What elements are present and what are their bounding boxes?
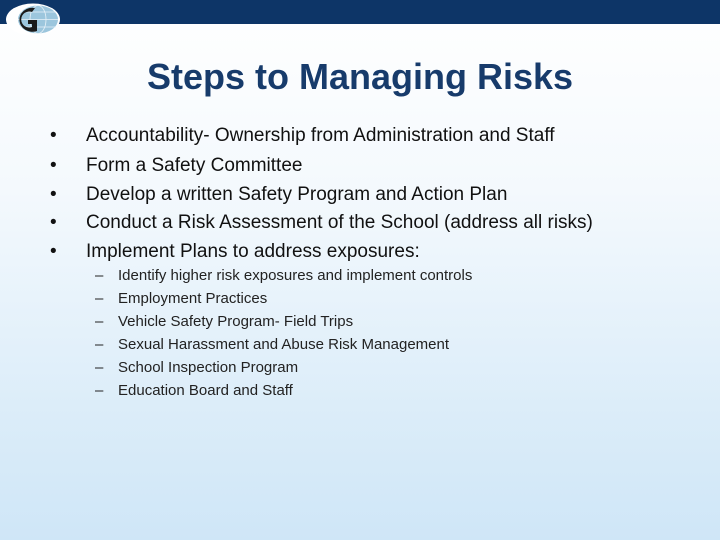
dash-icon: – — [95, 290, 104, 307]
sub-bullet-text: Employment Practices — [118, 290, 268, 307]
dash-icon: – — [95, 336, 104, 353]
sub-bullet-text: School Inspection Program — [118, 359, 299, 376]
bullet-text: Implement Plans to address exposures: — [86, 241, 420, 262]
sub-bullet-text: Vehicle Safety Program- Field Trips — [118, 313, 354, 330]
bullet-icon: • — [50, 184, 57, 205]
sub-bullet-text: Sexual Harassment and Abuse Risk Management — [118, 336, 450, 353]
sub-bullet-text: Identify higher risk exposures and implement controls — [118, 267, 473, 284]
dash-icon: – — [95, 313, 104, 330]
bullet-icon: • — [50, 125, 57, 146]
sub-bullet-text: Education Board and Staff — [118, 382, 293, 399]
header-bar — [0, 0, 720, 24]
bullet-text: Develop a written Safety Program and Action Plan — [86, 184, 508, 205]
bullet-icon: • — [50, 155, 57, 176]
dash-icon: – — [95, 359, 104, 376]
bullet-text: Conduct a Risk Assessment of the School (address all risks) — [86, 212, 593, 233]
bullet-icon: • — [50, 241, 57, 262]
bullet-text: Accountability- Ownership from Administration and Staff — [86, 125, 555, 146]
globe-g-logo-icon — [5, 3, 61, 36]
bullet-icon: • — [50, 212, 57, 233]
dash-icon: – — [95, 267, 104, 284]
bullet-text: Form a Safety Committee — [86, 155, 303, 176]
slide-title: Steps to Managing Risks — [146, 56, 574, 97]
dash-icon: – — [95, 382, 104, 399]
